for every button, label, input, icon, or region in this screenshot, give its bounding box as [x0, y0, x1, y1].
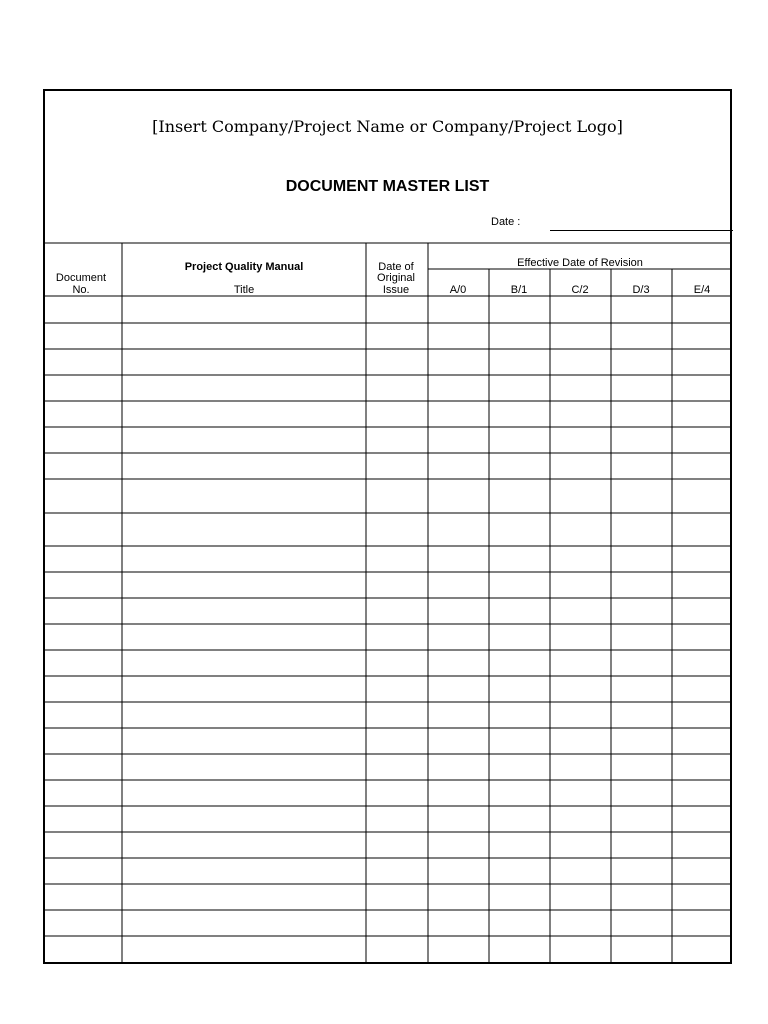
table-cell[interactable] — [489, 427, 550, 453]
table-cell[interactable] — [550, 323, 611, 349]
table-cell[interactable] — [550, 513, 611, 546]
table-cell[interactable] — [611, 323, 672, 349]
table-cell[interactable] — [122, 806, 366, 832]
table-cell[interactable] — [122, 427, 366, 453]
table-cell[interactable] — [550, 650, 611, 676]
table-cell[interactable] — [45, 546, 122, 572]
table-cell[interactable] — [428, 936, 489, 962]
table-cell[interactable] — [672, 453, 730, 479]
table-cell[interactable] — [122, 780, 366, 806]
table-cell[interactable] — [672, 910, 730, 936]
table-cell[interactable] — [366, 401, 428, 427]
table-cell[interactable] — [672, 624, 730, 650]
date-label: Date : — [491, 216, 521, 228]
table-cell[interactable] — [122, 754, 366, 780]
table-cell[interactable] — [428, 910, 489, 936]
table-row — [45, 676, 730, 702]
table-cell[interactable] — [428, 754, 489, 780]
table-cell[interactable] — [366, 479, 428, 513]
table-cell[interactable] — [122, 858, 366, 884]
table-cell[interactable] — [122, 453, 366, 479]
table-cell[interactable] — [550, 401, 611, 427]
table-cell[interactable] — [45, 323, 122, 349]
table-cell[interactable] — [672, 349, 730, 375]
table-cell[interactable] — [550, 479, 611, 513]
table-cell[interactable] — [122, 884, 366, 910]
table-cell[interactable] — [489, 936, 550, 962]
table-cell[interactable] — [550, 780, 611, 806]
table-row — [45, 884, 730, 910]
table-cell[interactable] — [366, 427, 428, 453]
table-cell[interactable] — [45, 479, 122, 513]
table-cell[interactable] — [366, 453, 428, 479]
table-cell[interactable] — [366, 349, 428, 375]
table-row — [45, 296, 730, 323]
table-cell[interactable] — [611, 910, 672, 936]
table-cell[interactable] — [428, 780, 489, 806]
table-cell[interactable] — [672, 546, 730, 572]
table-row — [45, 702, 730, 728]
table-cell[interactable] — [489, 676, 550, 702]
table-cell[interactable] — [366, 572, 428, 598]
header-issue-line3: Issue — [382, 284, 410, 296]
revision-label-d3: D/3 — [632, 284, 650, 296]
table-cell[interactable] — [45, 806, 122, 832]
table-cell[interactable] — [611, 375, 672, 401]
table-cell[interactable] — [122, 323, 366, 349]
table-cell[interactable] — [428, 650, 489, 676]
table-cell[interactable] — [122, 832, 366, 858]
table-cell[interactable] — [45, 624, 122, 650]
table-row — [45, 598, 730, 624]
table-cell[interactable] — [428, 296, 489, 323]
table-cell[interactable] — [366, 598, 428, 624]
table-cell[interactable] — [489, 323, 550, 349]
table-cell[interactable] — [550, 624, 611, 650]
table-cell[interactable] — [489, 754, 550, 780]
table-cell[interactable] — [45, 884, 122, 910]
table-cell[interactable] — [122, 513, 366, 546]
table-cell[interactable] — [122, 296, 366, 323]
table-cell[interactable] — [122, 572, 366, 598]
table-row — [45, 513, 730, 546]
table-cell[interactable] — [366, 702, 428, 728]
table-cell[interactable] — [428, 453, 489, 479]
table-cell[interactable] — [366, 910, 428, 936]
table-cell[interactable] — [428, 702, 489, 728]
table-cell[interactable] — [611, 513, 672, 546]
table-cell[interactable] — [672, 884, 730, 910]
table-cell[interactable] — [550, 546, 611, 572]
table-cell[interactable] — [672, 676, 730, 702]
table-cell[interactable] — [45, 780, 122, 806]
table-row — [45, 858, 730, 884]
table-row — [45, 650, 730, 676]
table-cell[interactable] — [672, 296, 730, 323]
table-cell[interactable] — [550, 806, 611, 832]
table-cell[interactable] — [489, 884, 550, 910]
table-cell[interactable] — [550, 702, 611, 728]
table-cell[interactable] — [45, 296, 122, 323]
table-cell[interactable] — [611, 401, 672, 427]
table-cell[interactable] — [122, 676, 366, 702]
table-cell[interactable] — [366, 832, 428, 858]
table-cell[interactable] — [489, 349, 550, 375]
table-cell[interactable] — [489, 479, 550, 513]
table-cell[interactable] — [489, 728, 550, 754]
table-row — [45, 832, 730, 858]
table-cell[interactable] — [611, 884, 672, 910]
table-cell[interactable] — [366, 884, 428, 910]
table-cell[interactable] — [428, 572, 489, 598]
table-row — [45, 754, 730, 780]
table-row — [45, 806, 730, 832]
table-cell[interactable] — [366, 754, 428, 780]
table-cell[interactable] — [45, 375, 122, 401]
table-cell[interactable] — [366, 375, 428, 401]
table-cell[interactable] — [122, 910, 366, 936]
table-cell[interactable] — [428, 806, 489, 832]
table-cell[interactable] — [45, 572, 122, 598]
table-cell[interactable] — [489, 624, 550, 650]
company-name-placeholder: [Insert Company/Project Name or Company/Project Logo] — [152, 117, 623, 136]
table-cell[interactable] — [122, 702, 366, 728]
table-cell[interactable] — [428, 858, 489, 884]
table-cell[interactable] — [611, 624, 672, 650]
table-cell[interactable] — [489, 453, 550, 479]
table-row — [45, 349, 730, 375]
table-cell[interactable] — [122, 375, 366, 401]
table-cell[interactable] — [550, 375, 611, 401]
table-row — [45, 453, 730, 479]
table-cell[interactable] — [45, 936, 122, 962]
table-cell[interactable] — [428, 676, 489, 702]
table-cell[interactable] — [672, 375, 730, 401]
revision-label-e4: E/4 — [693, 284, 711, 296]
table-cell[interactable] — [45, 349, 122, 375]
table-cell[interactable] — [672, 598, 730, 624]
table-cell[interactable] — [366, 323, 428, 349]
header-issue-line2: Original — [377, 272, 415, 284]
table-cell[interactable] — [366, 624, 428, 650]
table-cell[interactable] — [611, 832, 672, 858]
table-cell[interactable] — [611, 676, 672, 702]
table-cell[interactable] — [366, 676, 428, 702]
table-cell[interactable] — [45, 598, 122, 624]
table-row — [45, 572, 730, 598]
table-cell[interactable] — [122, 624, 366, 650]
table-cell[interactable] — [366, 728, 428, 754]
table-cell[interactable] — [550, 832, 611, 858]
table-cell[interactable] — [611, 780, 672, 806]
table-cell[interactable] — [366, 858, 428, 884]
table-cell[interactable] — [428, 598, 489, 624]
table-cell[interactable] — [366, 513, 428, 546]
table-cell[interactable] — [611, 453, 672, 479]
table-cell[interactable] — [550, 296, 611, 323]
table-cell[interactable] — [611, 650, 672, 676]
table-row — [45, 728, 730, 754]
table-cell[interactable] — [428, 832, 489, 858]
header-doc-no-line1: Document — [55, 272, 107, 284]
table-cell[interactable] — [672, 427, 730, 453]
table-cell[interactable] — [611, 936, 672, 962]
table-row — [45, 323, 730, 349]
table-cell[interactable] — [672, 832, 730, 858]
table-cell[interactable] — [45, 702, 122, 728]
table-cell[interactable] — [672, 702, 730, 728]
table-cell[interactable] — [672, 323, 730, 349]
table-cell[interactable] — [489, 780, 550, 806]
table-cell[interactable] — [122, 401, 366, 427]
table-cell[interactable] — [672, 401, 730, 427]
table-cell[interactable] — [428, 427, 489, 453]
table-cell[interactable] — [611, 754, 672, 780]
table-grid-lines — [45, 243, 730, 962]
table-cell[interactable] — [611, 806, 672, 832]
table-cell[interactable] — [672, 479, 730, 513]
table-cell[interactable] — [45, 401, 122, 427]
table-row — [45, 401, 730, 427]
table-cell[interactable] — [489, 806, 550, 832]
table-cell[interactable] — [45, 858, 122, 884]
table-cell[interactable] — [611, 728, 672, 754]
table-cell[interactable] — [611, 858, 672, 884]
table-row — [45, 375, 730, 401]
table-cell[interactable] — [550, 427, 611, 453]
table-cell[interactable] — [122, 349, 366, 375]
table-cell[interactable] — [428, 513, 489, 546]
table-cell[interactable] — [45, 427, 122, 453]
table-row — [45, 936, 730, 962]
table-row — [45, 546, 730, 572]
table-cell[interactable] — [366, 650, 428, 676]
table-row — [45, 624, 730, 650]
table-cell[interactable] — [611, 427, 672, 453]
page-title: DOCUMENT MASTER LIST — [285, 178, 490, 195]
revision-label-b1: B/1 — [510, 284, 528, 296]
table-cell[interactable] — [550, 676, 611, 702]
table-cell[interactable] — [672, 728, 730, 754]
revision-label-c2: C/2 — [571, 284, 589, 296]
table-cell[interactable] — [550, 349, 611, 375]
table-cell[interactable] — [672, 754, 730, 780]
table-cell[interactable] — [489, 375, 550, 401]
table-cell[interactable] — [489, 572, 550, 598]
table-cell[interactable] — [611, 349, 672, 375]
table-cell[interactable] — [122, 728, 366, 754]
table-cell[interactable] — [550, 936, 611, 962]
table-cell[interactable] — [428, 401, 489, 427]
document-master-list-form — [43, 89, 732, 964]
table-cell[interactable] — [611, 702, 672, 728]
table-cell[interactable] — [550, 453, 611, 479]
table-cell[interactable] — [428, 546, 489, 572]
table-cell[interactable] — [550, 910, 611, 936]
table-cell[interactable] — [550, 858, 611, 884]
table-cell[interactable] — [45, 513, 122, 546]
table-cell[interactable] — [122, 479, 366, 513]
table-cell[interactable] — [672, 513, 730, 546]
table-row — [45, 427, 730, 453]
table-cell[interactable] — [366, 780, 428, 806]
table-cell[interactable] — [672, 572, 730, 598]
table-cell[interactable] — [428, 728, 489, 754]
table-cell[interactable] — [428, 375, 489, 401]
table-cell[interactable] — [45, 453, 122, 479]
table-cell[interactable] — [122, 936, 366, 962]
table-cell[interactable] — [672, 650, 730, 676]
table-cell[interactable] — [122, 598, 366, 624]
table-cell[interactable] — [611, 572, 672, 598]
table-cell[interactable] — [672, 806, 730, 832]
table-cell[interactable] — [489, 832, 550, 858]
header-title: Title — [233, 284, 255, 296]
table-cell[interactable] — [611, 546, 672, 572]
table-cell[interactable] — [489, 401, 550, 427]
table-cell[interactable] — [550, 754, 611, 780]
table-cell[interactable] — [366, 806, 428, 832]
table-cell[interactable] — [489, 910, 550, 936]
table-cell[interactable] — [45, 754, 122, 780]
table-cell[interactable] — [489, 296, 550, 323]
table-cell[interactable] — [550, 728, 611, 754]
master-list-table — [45, 91, 730, 962]
table-cell[interactable] — [428, 323, 489, 349]
table-cell[interactable] — [489, 702, 550, 728]
table-cell[interactable] — [489, 546, 550, 572]
table-row — [45, 479, 730, 513]
table-cell[interactable] — [428, 884, 489, 910]
table-cell[interactable] — [428, 624, 489, 650]
table-cell[interactable] — [45, 832, 122, 858]
table-cell[interactable] — [550, 572, 611, 598]
table-cell[interactable] — [611, 479, 672, 513]
table-cell[interactable] — [45, 650, 122, 676]
table-cell[interactable] — [489, 513, 550, 546]
table-cell[interactable] — [611, 296, 672, 323]
table-cell[interactable] — [672, 858, 730, 884]
table-cell[interactable] — [489, 598, 550, 624]
table-cell[interactable] — [122, 650, 366, 676]
table-row — [45, 910, 730, 936]
table-cell[interactable] — [428, 479, 489, 513]
table-cell[interactable] — [45, 676, 122, 702]
table-cell[interactable] — [550, 598, 611, 624]
header-issue-line1: Date of — [378, 261, 414, 273]
header-effective-revision: Effective Date of Revision — [517, 257, 643, 269]
table-cell[interactable] — [45, 910, 122, 936]
table-cell[interactable] — [122, 546, 366, 572]
table-cell[interactable] — [550, 884, 611, 910]
header-doc-no-line2: No. — [72, 284, 90, 296]
table-cell[interactable] — [366, 936, 428, 962]
table-cell[interactable] — [45, 728, 122, 754]
table-row — [45, 780, 730, 806]
table-cell[interactable] — [672, 936, 730, 962]
table-cell[interactable] — [672, 780, 730, 806]
revision-label-a0: A/0 — [449, 284, 467, 296]
table-cell[interactable] — [366, 546, 428, 572]
table-cell[interactable] — [428, 349, 489, 375]
table-cell[interactable] — [489, 650, 550, 676]
table-cell[interactable] — [611, 598, 672, 624]
table-cell[interactable] — [489, 858, 550, 884]
table-cell[interactable] — [366, 296, 428, 323]
header-quality-manual: Project Quality Manual — [184, 261, 304, 273]
